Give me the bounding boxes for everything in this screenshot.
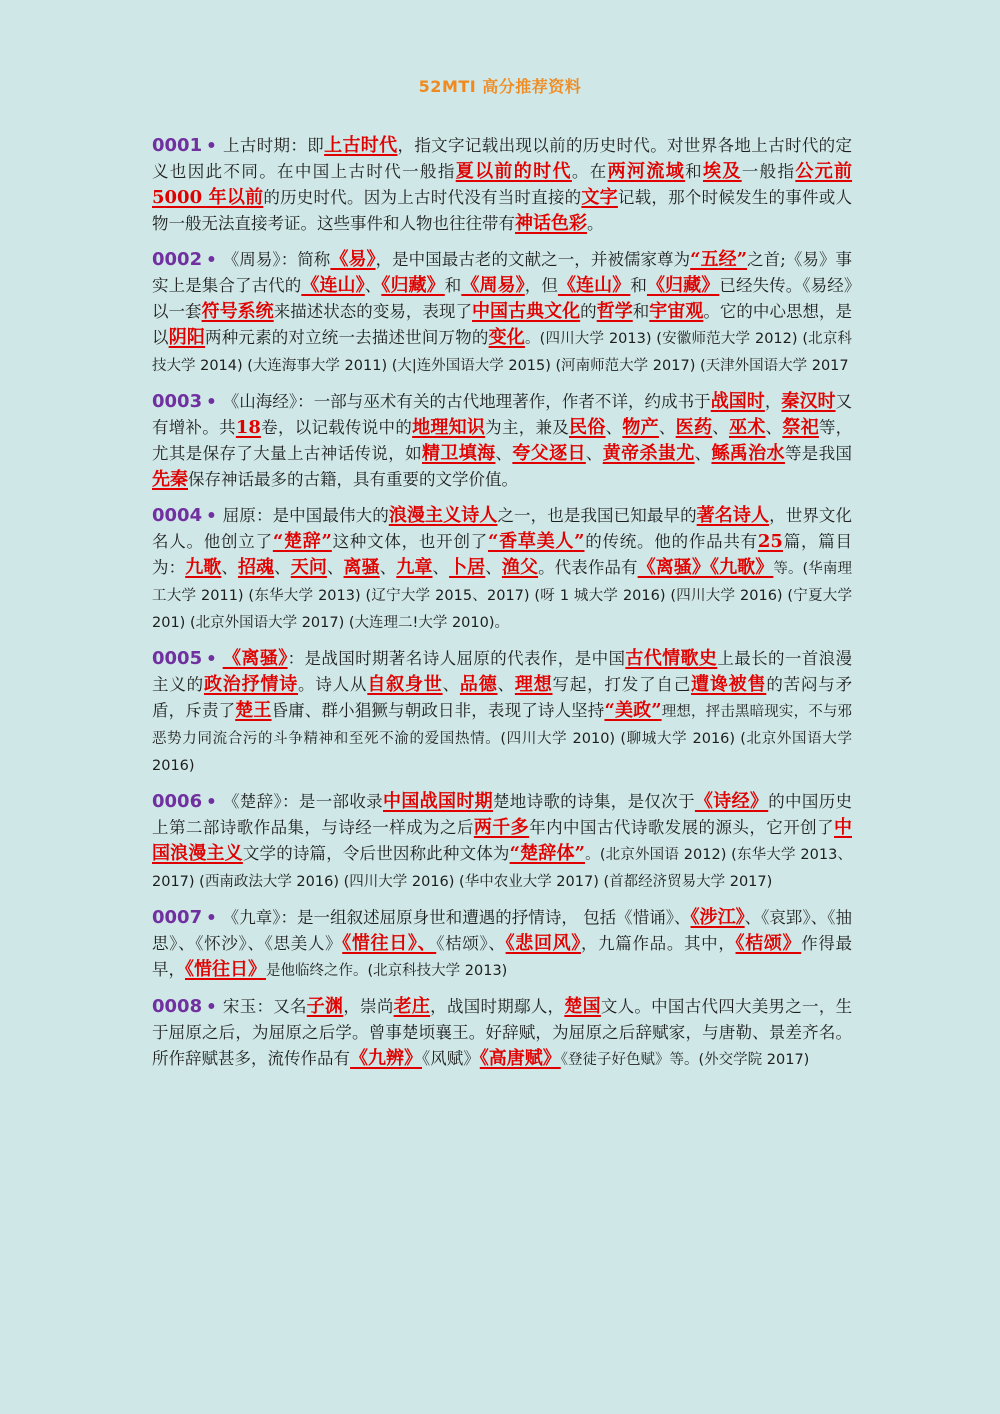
entry-text: 的传统。他的作品共有 [584, 532, 758, 551]
highlighted-term: 招魂 [237, 557, 275, 578]
highlighted-term: 精卫填海 [421, 443, 496, 464]
entry-number: 0006 [152, 791, 203, 812]
entry-text: ，世界文化名人。他创立了 [152, 506, 853, 551]
highlighted-term: 中国战国时期 [383, 791, 493, 812]
entry-text: 和 [632, 302, 650, 321]
entry-text: 、 [485, 558, 502, 577]
entry-text: ，指文字记载出现以前的历史时代。对世界各地上古时代的定义也因此不同。在中国上古时代一般指 [152, 136, 853, 181]
entry-text: 、 [364, 276, 382, 295]
entry-text: 文学的诗篇，令后世因称此种文体为 [242, 844, 510, 863]
highlighted-term: “楚辞体” [509, 843, 585, 864]
entry-text: 、《哀郢》、《抽思》、《怀沙》、《思美人》 [152, 908, 853, 953]
entry-text: 之首;《易》事实上是集合了古代的 [152, 250, 853, 295]
entry-text: 两种元素的对立统一去描述世间万物的 [205, 328, 489, 347]
highlighted-term: 《悲回风》 [505, 933, 581, 954]
entry-text: 。(北京外国语 2012) (东华大学 2013、2017) (西南政法大学 2016) (四川大学 2016) (华中农业大学 2017) (首都经济贸易大学 2017) [152, 847, 852, 890]
entry [152, 247, 852, 379]
highlighted-term: 《惜往日》 [185, 959, 266, 980]
entry-text: 一般指 [741, 162, 796, 181]
entry [152, 503, 852, 636]
entry-text: 《风赋》 [422, 1049, 480, 1068]
entry-text: 卷，以记载传说中的 [260, 418, 413, 437]
highlighted-term: 上古时代 [324, 135, 398, 156]
highlighted-term: 子渊 [306, 996, 344, 1017]
highlighted-term: 战国时 [710, 391, 765, 412]
highlighted-term: 九章 [396, 557, 433, 578]
bullet-icon: • [206, 649, 217, 668]
entry-text: 作得最早， [152, 934, 853, 979]
highlighted-term: 《归藏》 [381, 275, 445, 296]
entry-text: 《楚辞》：是一部收录 [222, 792, 384, 811]
entry-text: 篇，篇目为： [152, 532, 853, 577]
highlighted-term: 《连山》 [557, 275, 631, 296]
highlighted-term: 18 [235, 417, 261, 438]
highlighted-term: 哲学 [596, 301, 633, 322]
highlighted-term: 楚王 [235, 700, 272, 721]
entry-text: 和 [630, 276, 647, 295]
entry-text: 又有增补。共 [152, 392, 853, 437]
highlighted-term: 鲧禹治水 [711, 443, 785, 464]
entry-text: 写起，打发了自己 [552, 675, 692, 694]
entry-number: 0001 [152, 135, 203, 156]
entry-text: 文人。中国古代四大美男之一，生于屈原之后，为屈原之后学。曾事楚顷襄王。好辞赋，为屈原之后辞赋家，与唐勒、景差齐名。所作辞赋甚多，流传作品有 [152, 997, 853, 1068]
entry-text: 、 [765, 418, 783, 437]
entry-list [152, 133, 852, 1083]
entry-text: 之一，也是我国已知最早的 [497, 506, 697, 525]
highlighted-term: 秦汉时 [781, 391, 836, 412]
highlighted-term: 巫术 [729, 417, 766, 438]
entry-text: 年内中国古代诗歌发展的源头，它开创了 [529, 818, 834, 837]
highlighted-term: 《涉江》 [690, 907, 745, 928]
bullet-icon: • [206, 250, 217, 269]
entry-text: 昏庸、群小猖獗与朝政日非，表现了诗人坚持 [271, 701, 605, 720]
entry-text: 记载，那个时候发生的事件或人物一般无法直接考证。这些事件和人物也往往带有 [152, 188, 852, 233]
entry-text: 屈原：是中国最伟大的 [222, 506, 389, 525]
entry-text: 、 [495, 444, 513, 463]
highlighted-term: 老庄 [393, 996, 431, 1017]
highlighted-term: 《离骚》 [222, 648, 288, 669]
highlighted-term: 文字 [581, 187, 618, 208]
highlighted-term: 25 [757, 531, 783, 552]
entry-number: 0005 [152, 648, 203, 669]
entry [152, 646, 852, 779]
highlighted-term: 《九辨》 [350, 1048, 422, 1069]
entry-text: 、 [221, 558, 238, 577]
highlighted-term: 渔父 [501, 557, 539, 578]
entry-text: 宋玉：又名 [222, 997, 307, 1016]
highlighted-term: 夏以前的时代 [455, 161, 572, 182]
entry-text: 和 [444, 276, 462, 295]
highlighted-term: 《易》 [330, 249, 376, 270]
highlighted-term: 楚国 [564, 996, 601, 1017]
highlighted-term: 《离骚》《九歌》 [637, 557, 774, 578]
page-title: 52MTI 高分推荐资料 [418, 77, 582, 96]
entry-text: 上最长的一首浪漫主义的 [152, 649, 853, 694]
entry-number: 0003 [152, 391, 203, 412]
highlighted-term: 中国古典文化 [472, 301, 581, 322]
entry-text: 。 [587, 214, 604, 233]
entry-text: 、 [326, 558, 344, 577]
highlighted-term: 浪漫主义诗人 [388, 505, 498, 526]
entry-text: 等，尤其是保存了大量上古神话传说，如 [152, 418, 853, 463]
bullet-icon: • [206, 506, 217, 525]
entry-number: 0004 [152, 505, 203, 526]
highlighted-term: 祭祀 [782, 417, 819, 438]
highlighted-term: 遭谗被售 [691, 674, 767, 695]
entry-text: 的历史时代。因为上古时代没有当时直接的 [263, 188, 582, 207]
highlighted-term: 公元前 5000 年以前 [152, 161, 853, 208]
highlighted-term: 天问 [290, 557, 327, 578]
bullet-icon: • [206, 908, 217, 927]
highlighted-term: “美政” [604, 700, 662, 721]
entry-text: 来描述状态的变易，表现了 [273, 302, 472, 321]
highlighted-term: 《惜往日》、 [342, 933, 437, 954]
entry-text: ， [764, 392, 782, 411]
entry-text: 、 [658, 418, 676, 437]
entry-number: 0002 [152, 249, 203, 270]
highlighted-term: 古代情歌史 [625, 648, 718, 669]
entry-text: ：是战国时期著名诗人屈原的代表作，是中国 [287, 649, 626, 668]
entry [152, 389, 852, 493]
entry-text: ，九篇作品。其中， [580, 934, 736, 953]
entry-text: 、 [274, 558, 291, 577]
entry-text: 等。(华南理工大学 2011) (东华大学 2013) (辽宁大学 2015、2017) (呀 1 城大学 2016) (四川大学 2016) (宁夏大学 201) (北京外国语大学 2017) (大连理二!大学 2010)。 [152, 561, 852, 631]
entry-text: 保存神话最多的古籍，具有重要的文学价值。 [188, 470, 518, 489]
bullet-icon: • [206, 392, 217, 411]
entry-text: 。诗人从 [298, 675, 368, 694]
highlighted-term: 物产 [622, 417, 659, 438]
highlighted-term: 先秦 [152, 469, 188, 490]
highlighted-term: 卜居 [449, 557, 486, 578]
highlighted-term: 《诗经》 [694, 791, 769, 812]
entry-text: 。代表作品有 [538, 558, 638, 577]
entry-text: 。它的中心思想，是以 [152, 302, 853, 347]
entry-text: 楚地诗歌的诗集，是仅次于 [492, 792, 695, 811]
highlighted-term: 理想 [514, 674, 553, 695]
highlighted-term: 两河流域 [607, 161, 686, 182]
entry-text: 《山海经》：一部与巫术有关的古代地理著作，作者不详，约成书于 [222, 392, 711, 411]
entry-text: 理想，抨击黑暗现实，不与邪恶势力同流合污的斗争精神和至死不渝的爱国热情。(四川大学 2010) (聊城大学 2016) (北京外国语大学 2016) [152, 704, 853, 774]
entry-text: 的 [580, 302, 597, 321]
highlighted-term: “香草美人” [487, 531, 585, 552]
entry-text: 已经失传。《易经》以一套 [152, 276, 853, 321]
highlighted-term: 离骚 [343, 557, 380, 578]
entry-text: 是他临终之作。(北京科技大学 2013) [266, 963, 508, 979]
highlighted-term: 阴阳 [168, 327, 206, 348]
entry-text: 的中国历史上第二部诗歌作品集，与诗经一样成为之后 [152, 792, 853, 837]
entry-text: 上古时期：即 [222, 136, 325, 155]
entry-number: 0008 [152, 996, 203, 1017]
highlighted-term: 政治抒情诗 [203, 674, 299, 695]
entry-text: 和 [685, 162, 703, 181]
highlighted-term: 《归藏》 [646, 275, 720, 296]
highlighted-term: 自叙身世 [367, 674, 443, 695]
entry [152, 133, 852, 237]
entry [152, 994, 852, 1073]
entry-text: 、 [694, 444, 712, 463]
entry-text: 为主，兼及 [485, 418, 570, 437]
entry-text: 、 [712, 418, 729, 437]
highlighted-term: 黄帝杀蚩尤 [602, 443, 695, 464]
highlighted-term: 神话色彩 [515, 213, 587, 234]
entry-text: ，战国时期鄢人， [430, 997, 565, 1016]
bullet-icon: • [206, 792, 217, 811]
highlighted-term: 著名诗人 [696, 505, 770, 526]
highlighted-term: 夸父逐日 [512, 443, 586, 464]
entry-text: 、 [585, 444, 603, 463]
entry-text: 、 [432, 558, 450, 577]
highlighted-term: 中国浪漫主义 [152, 817, 852, 864]
entry-text: 等是我国 [784, 444, 853, 463]
entry-text: 、 [379, 558, 397, 577]
entry-text: 《桔颂》、 [436, 934, 506, 953]
highlighted-term: 《周易》 [461, 275, 525, 296]
entry-text: 《九章》：是一组叙述屈原身世和遭遇的抒情诗， 包括《惜诵》、 [222, 908, 691, 927]
highlighted-term: 医药 [675, 417, 713, 438]
highlighted-term: 宇宙观 [649, 301, 704, 322]
bullet-icon: • [206, 136, 217, 155]
highlighted-term: 变化 [488, 327, 525, 348]
entry-text: 、 [497, 675, 515, 694]
entry [152, 905, 852, 984]
entry [152, 789, 852, 895]
bullet-icon: • [206, 997, 217, 1016]
highlighted-term: 地理知识 [412, 417, 486, 438]
highlighted-term: 《桔颂》 [735, 933, 802, 954]
highlighted-term: 《连山》 [301, 275, 365, 296]
highlighted-term: 符号系统 [201, 301, 274, 322]
entry-text: 《周易》：简称 [222, 250, 331, 269]
entry-text: 这种文体，也开创了 [331, 532, 488, 551]
entry-text: ，是中国最古老的文献之一，并被儒家尊为 [375, 250, 691, 269]
entry-text: 、 [605, 418, 623, 437]
entry-text: 、 [442, 675, 460, 694]
entry-text: 。(四川大学 2013) (安徽师范大学 2012) (北京科技大学 2014) (大连海事大学 2011) (大|连外国语大学 2015) (河南师范大学 2017) (天津外国语大学 2017 [152, 331, 853, 374]
highlighted-term: 两千多 [473, 817, 530, 838]
entry-text: 。在 [571, 162, 608, 181]
entry-number: 0007 [152, 907, 203, 928]
entry-text: 《登徒子好色赋》等。(外交学院 2017) [560, 1052, 810, 1068]
highlighted-term: 九歌 [185, 557, 222, 578]
highlighted-term: “楚辞” [272, 531, 332, 552]
entry-text: 的苦闷与矛盾，斥责了 [152, 675, 853, 720]
entry-text: ，但 [524, 276, 558, 295]
highlighted-term: 民俗 [569, 417, 606, 438]
highlighted-term: 《高唐赋》 [479, 1048, 561, 1069]
highlighted-term: 埃及 [702, 161, 742, 182]
highlighted-term: 品德 [459, 674, 498, 695]
highlighted-term: “五经” [690, 249, 748, 270]
entry-text: ，崇尚 [343, 997, 394, 1016]
